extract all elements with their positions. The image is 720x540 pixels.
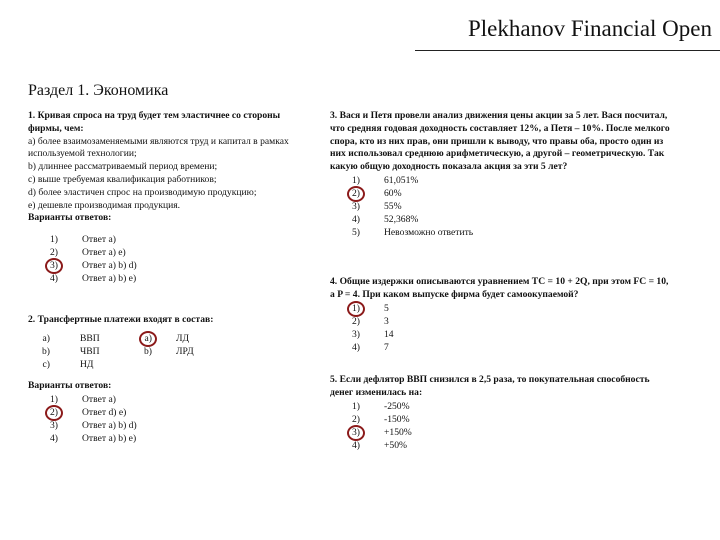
option-number: 3): [352, 426, 360, 438]
option-number: 5): [352, 226, 360, 238]
answer-option: [330, 213, 675, 226]
option-text: -150%: [384, 413, 410, 425]
option-number: c): [42, 358, 50, 370]
option-number: 2): [50, 406, 58, 418]
question-text: 1. Кривая спроса на труд будет тем эластичнее со стороны фирмы, чем:: [28, 110, 281, 134]
question-4: [330, 276, 675, 354]
option-number: 4): [352, 341, 360, 353]
answer-option: [330, 302, 675, 315]
question-text: 4. Общие издержки описываются уравнением TC = 10 + 2Q, при этом FC = 10, а P = 4. При каком выпуске фирма будет самоокупаемой?: [330, 276, 669, 300]
answer-option: [28, 345, 278, 358]
answer-option: [330, 174, 675, 187]
item: d) более эластичен спрос на производимую продукцию;: [28, 186, 257, 198]
answer-option: [330, 315, 675, 328]
answer-option: [28, 246, 303, 259]
header-divider: [415, 50, 720, 51]
option-text: 60%: [384, 187, 402, 199]
answer-option: [28, 406, 303, 419]
item: c) выше требуемая квалификация работников;: [28, 173, 217, 185]
item: a) более взаимозаменяемыми являются труд и капитал в рамках используемой технологии;: [28, 135, 289, 160]
q1-items: [28, 136, 303, 213]
option-number: 2): [352, 413, 360, 425]
answer-option: [330, 426, 675, 439]
question-text: 3. Вася и Петя провели анализ движения цены акции за 5 лет. Вася посчитал, что средняя годовая доходность составляет 12%, а Петя – 10%. После мелкого спора, кто из них прав, они пришли к выводу, что правы оба, просто один из них использовал среднюю арифметическую, а другой – геометрическую. Так какую общую доходность показала акция за эти 5 лет?: [330, 110, 670, 173]
option-text: 3: [384, 315, 389, 327]
question-text: 5. Если дефлятор ВВП снизился в 2,5 раза, то покупательная способность денег изменилась на:: [330, 374, 650, 398]
option-number: 3): [352, 328, 360, 340]
option-text: 7: [384, 341, 389, 353]
answer-option: [330, 400, 675, 413]
option-text: Ответ a) e): [82, 247, 126, 259]
option-number: 4): [352, 213, 360, 225]
option-number: 4): [50, 273, 58, 285]
option-number: 1): [352, 174, 360, 186]
option-number: 2): [352, 315, 360, 327]
option-number: 3): [352, 200, 360, 212]
option-number: 3): [50, 419, 58, 431]
question-5: [330, 374, 675, 452]
answer-option: [330, 439, 675, 452]
option-text: -250%: [384, 400, 410, 412]
option-number: 4): [50, 432, 58, 444]
presentation-title: Plekhanov Financial Open: [467, 16, 712, 41]
option-text: Ответ d) e): [82, 406, 127, 418]
question-2: [28, 314, 303, 445]
option-text: 52,368%: [384, 213, 419, 225]
option-text: 55%: [384, 200, 402, 212]
option-number: a): [42, 332, 50, 344]
option-text: ЛРД: [176, 345, 194, 357]
option-number: 1): [50, 234, 58, 246]
option-number: 1): [50, 393, 58, 405]
option-number: b): [42, 345, 50, 357]
answer-option: [28, 332, 278, 345]
option-text: Ответ a) b) d): [82, 260, 137, 272]
option-text: Ответ a) b) e): [82, 273, 137, 285]
option-text: ЛД: [176, 332, 190, 344]
option-text: +150%: [384, 426, 412, 438]
option-text: 14: [384, 328, 394, 340]
option-text: Ответ a) b) d): [82, 419, 137, 431]
answer-option: [28, 393, 303, 406]
option-number: 3): [50, 260, 58, 272]
option-text: Невозможно ответить: [384, 226, 474, 238]
option-text: +50%: [384, 439, 407, 451]
variants-label: Варианты ответов:: [28, 379, 112, 391]
option-text: Ответ a) b) e): [82, 432, 137, 444]
option-text: Ответ a): [82, 234, 116, 246]
option-text: ВВП: [80, 332, 100, 344]
answer-option: [330, 226, 675, 239]
answer-option: [330, 341, 675, 354]
option-number: 1): [352, 302, 360, 314]
answer-option: [330, 187, 675, 200]
option-text: 5: [384, 302, 389, 314]
option-text: ЧВП: [80, 345, 100, 357]
option-text: НД: [80, 358, 94, 370]
section-title: Раздел 1. Экономика: [28, 82, 169, 99]
answer-option: [330, 200, 675, 213]
question-text: 2. Трансфертные платежи входят в состав:: [28, 314, 214, 325]
option-number: 4): [352, 439, 360, 451]
answer-option: [28, 272, 303, 285]
answer-option: [28, 432, 303, 445]
option-number: 2): [352, 187, 360, 199]
answer-option: [330, 413, 675, 426]
option-text: Ответ a): [82, 393, 116, 405]
answer-option: [330, 328, 675, 341]
answer-option: [28, 419, 303, 432]
option-number: a): [144, 332, 152, 344]
option-number: 2): [50, 247, 58, 259]
option-text: 61,051%: [384, 174, 419, 186]
answer-option: [28, 259, 303, 272]
answer-option: [28, 233, 303, 246]
option-number: 1): [352, 400, 360, 412]
question-1: [28, 110, 303, 285]
item: b) длиннее рассматриваемый период времени;: [28, 161, 218, 173]
item: e) дешевле производимая продукция.: [28, 199, 181, 211]
question-3: [330, 110, 675, 239]
variants-label: Варианты ответов:: [28, 212, 112, 224]
option-number: b): [144, 345, 152, 357]
answer-option: [28, 358, 148, 371]
